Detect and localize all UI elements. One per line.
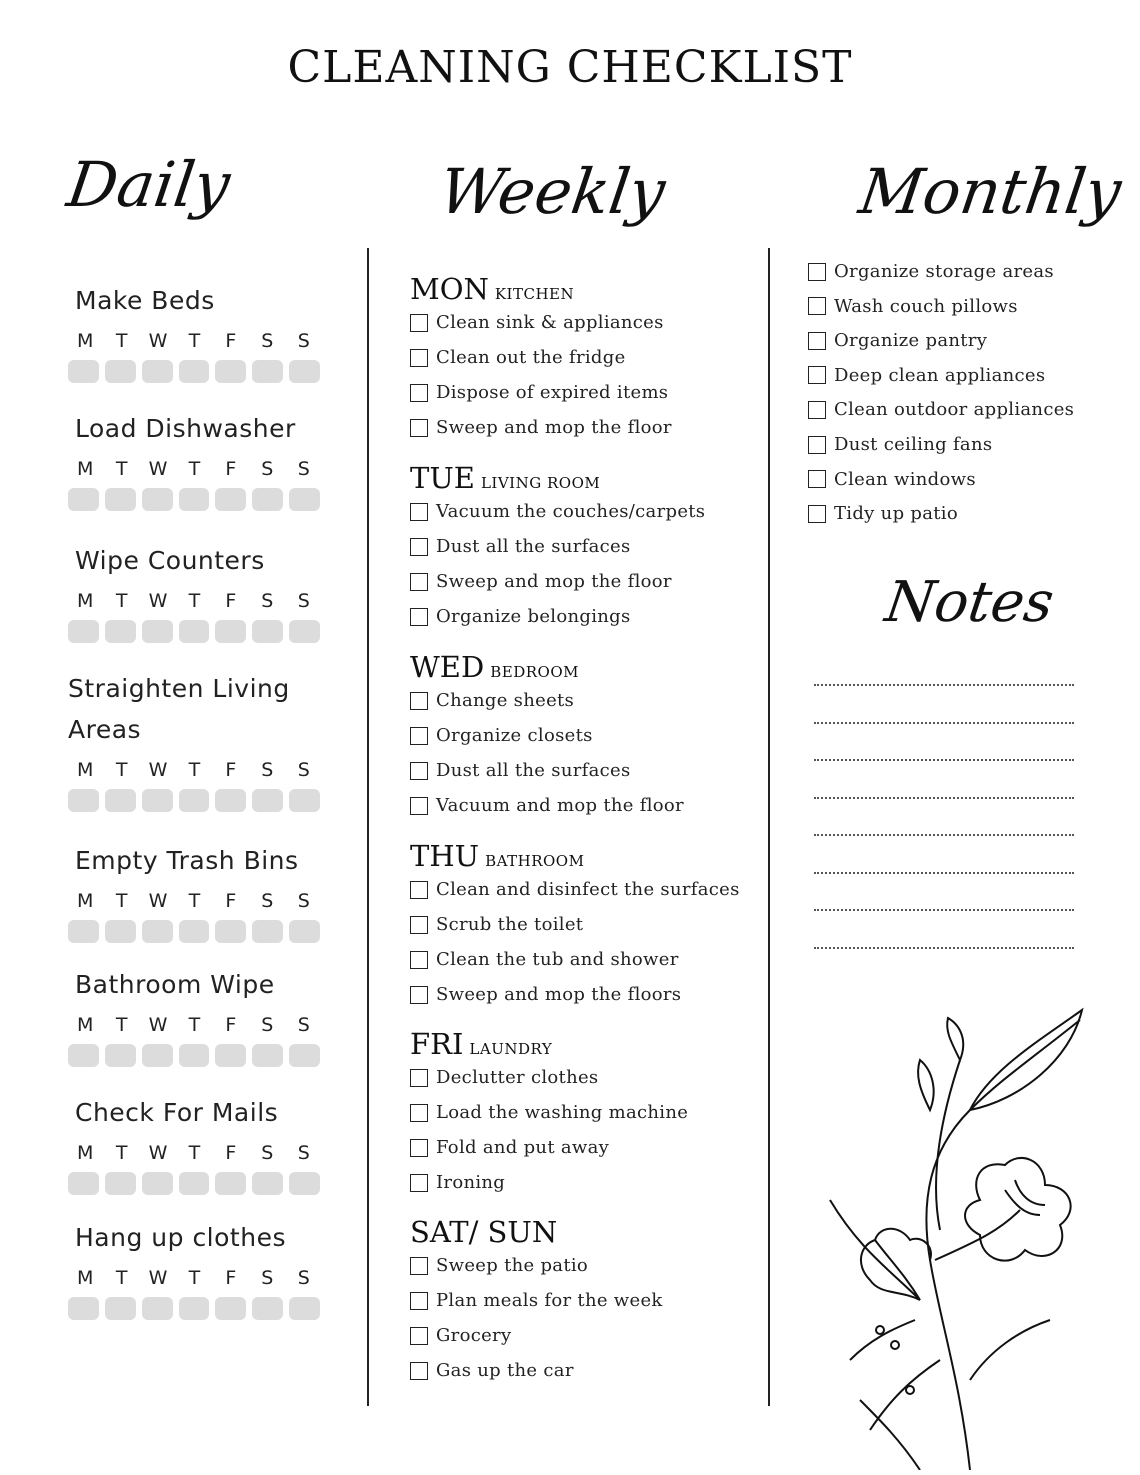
checklist-item: [410, 536, 630, 557]
day-check-box[interactable]: [105, 789, 136, 812]
weekday-letter: S: [297, 590, 310, 612]
column-divider-right: [768, 248, 770, 1406]
weekday-checkboxes: [68, 1044, 326, 1067]
notes-line[interactable]: [814, 872, 1074, 874]
task-label: Change sheets: [436, 690, 575, 711]
daily-task-label: Wipe Counters: [75, 546, 265, 575]
checklist-item: [808, 399, 1074, 420]
checkbox[interactable]: [808, 505, 826, 523]
task-label: Dispose of expired items: [436, 382, 669, 403]
day-check-box[interactable]: [142, 1297, 173, 1320]
task-label: Fold and put away: [436, 1137, 610, 1158]
day-check-box[interactable]: [289, 789, 320, 812]
day-check-box[interactable]: [68, 1044, 99, 1067]
checkbox[interactable]: [808, 470, 826, 488]
checkbox[interactable]: [410, 1139, 428, 1157]
daily-heading: Daily: [62, 148, 235, 221]
checkbox[interactable]: [410, 573, 428, 591]
checkbox[interactable]: [808, 297, 826, 315]
day-check-box[interactable]: [252, 789, 283, 812]
day-check-box[interactable]: [215, 789, 246, 812]
task-label: Wash couch pillows: [834, 295, 1018, 317]
weekday-letter: T: [188, 330, 201, 352]
weekday-letters: [67, 1267, 322, 1289]
daily-task-label: Hang up clothes: [75, 1223, 286, 1252]
weekday-checkboxes: [68, 920, 326, 943]
weekday-letter: T: [115, 890, 128, 912]
weekday-letter: S: [261, 458, 274, 480]
checklist-item: [808, 261, 1054, 282]
day-check-box[interactable]: [68, 1172, 99, 1195]
checkbox[interactable]: [410, 1104, 428, 1122]
checklist-item: [410, 760, 630, 781]
weekday-letter: T: [188, 890, 201, 912]
weekday-letter: M: [77, 1014, 94, 1036]
checkbox[interactable]: [410, 608, 428, 626]
day-check-box[interactable]: [252, 920, 283, 943]
checklist-item: [410, 501, 705, 522]
daily-task-label: Empty Trash Bins: [75, 846, 299, 875]
daily-task-label: Load Dishwasher: [75, 414, 296, 443]
checkbox[interactable]: [808, 401, 826, 419]
weekday-letter: W: [148, 1267, 168, 1289]
weekday-letter: F: [225, 1267, 237, 1289]
notes-line[interactable]: [814, 947, 1074, 949]
day-check-box[interactable]: [179, 1172, 210, 1195]
weekday-letter: F: [225, 330, 237, 352]
weekday-name: FRI: [410, 1027, 464, 1061]
day-check-box[interactable]: [215, 1172, 246, 1195]
checklist-item: [410, 1172, 505, 1193]
weekday-letters: [67, 330, 322, 352]
day-check-box[interactable]: [105, 620, 136, 643]
task-label: Load the washing machine: [436, 1102, 689, 1123]
day-check-box[interactable]: [289, 1172, 320, 1195]
task-label: Dust all the surfaces: [436, 536, 631, 557]
task-label: Clean windows: [834, 468, 976, 490]
day-check-box[interactable]: [68, 1297, 99, 1320]
checklist-item: [410, 984, 681, 1005]
day-check-box[interactable]: [142, 1172, 173, 1195]
weekday-letter: W: [148, 458, 168, 480]
weekday-letter: S: [261, 330, 274, 352]
task-label: Deep clean appliances: [834, 364, 1046, 386]
weekday-letter: W: [148, 330, 168, 352]
task-label: Organize storage areas: [834, 261, 1054, 282]
weekday-letter: S: [261, 890, 274, 912]
day-check-box[interactable]: [179, 620, 210, 643]
weekday-letter: T: [115, 1142, 128, 1164]
task-label: Dust all the surfaces: [436, 760, 631, 781]
checkbox[interactable]: [410, 349, 428, 367]
checklist-item: [410, 1325, 511, 1346]
day-check-box[interactable]: [289, 1297, 320, 1320]
page-title: CLEANING CHECKLIST: [287, 42, 853, 93]
day-check-box[interactable]: [289, 488, 320, 511]
weekday-letter: W: [148, 1142, 168, 1164]
checklist-item: [808, 503, 958, 524]
checklist-item: [410, 606, 631, 627]
weekday-letter: T: [188, 590, 201, 612]
weekday-checkboxes: [68, 360, 326, 383]
task-label: Clean the tub and shower: [436, 949, 679, 970]
day-check-box[interactable]: [68, 789, 99, 812]
room-name: LAUNDRY: [469, 1040, 553, 1058]
weekday-letter: S: [297, 890, 310, 912]
checkbox[interactable]: [410, 1174, 428, 1192]
monthly-heading: Monthly: [854, 155, 1126, 228]
weekday-heading: [410, 1027, 552, 1061]
checklist-item: [808, 434, 992, 455]
day-check-box[interactable]: [142, 488, 173, 511]
day-check-box[interactable]: [252, 1172, 283, 1195]
checkbox[interactable]: [410, 503, 428, 521]
daily-task-label: Straighten Living: [68, 674, 290, 703]
day-check-box[interactable]: [252, 1044, 283, 1067]
weekday-letter: T: [115, 330, 128, 352]
task-label: Scrub the toilet: [436, 914, 584, 935]
weekday-letter: T: [188, 759, 201, 781]
weekday-letter: M: [77, 458, 94, 480]
day-check-box[interactable]: [105, 488, 136, 511]
day-check-box[interactable]: [252, 488, 283, 511]
weekday-letter: M: [77, 590, 94, 612]
checkbox[interactable]: [808, 436, 826, 454]
checkbox[interactable]: [410, 1257, 428, 1275]
column-divider-left: [367, 248, 369, 1406]
notes-line[interactable]: [814, 684, 1074, 686]
checkbox[interactable]: [410, 951, 428, 969]
weekday-name: TUE: [410, 461, 475, 495]
day-check-box[interactable]: [105, 1044, 136, 1067]
weekday-letter: S: [261, 590, 274, 612]
weekday-name: SAT/ SUN: [410, 1215, 558, 1249]
weekday-letter: T: [115, 1014, 128, 1036]
day-check-box[interactable]: [105, 1297, 136, 1320]
day-check-box[interactable]: [105, 920, 136, 943]
weekday-letter: M: [77, 759, 94, 781]
notes-heading: Notes: [881, 570, 1058, 635]
day-check-box[interactable]: [179, 789, 210, 812]
weekly-heading: Weekly: [434, 155, 670, 228]
checklist-item: [410, 1290, 663, 1311]
day-check-box[interactable]: [215, 1044, 246, 1067]
weekday-letter: S: [297, 1142, 310, 1164]
checkbox[interactable]: [410, 692, 428, 710]
checklist-item: [410, 382, 668, 403]
weekday-letter: T: [188, 1267, 201, 1289]
checkbox[interactable]: [410, 314, 428, 332]
day-check-box[interactable]: [252, 1297, 283, 1320]
weekday-heading: [410, 650, 579, 684]
weekday-name: MON: [410, 272, 489, 306]
weekday-letter: M: [77, 1142, 94, 1164]
checkbox[interactable]: [410, 1292, 428, 1310]
task-label: Clean out the fridge: [436, 347, 626, 368]
checkbox[interactable]: [410, 986, 428, 1004]
weekday-letters: [67, 1014, 322, 1036]
day-check-box[interactable]: [179, 360, 210, 383]
task-label: Sweep the patio: [436, 1255, 589, 1276]
weekday-letter: T: [115, 1267, 128, 1289]
checklist-item: [410, 571, 672, 592]
task-label: Organize belongings: [436, 606, 631, 627]
task-label: Ironing: [436, 1172, 506, 1193]
checkbox[interactable]: [808, 366, 826, 384]
checkbox[interactable]: [410, 1327, 428, 1345]
task-label: Dust ceiling fans: [834, 434, 993, 455]
weekday-letter: S: [297, 330, 310, 352]
checkbox[interactable]: [410, 727, 428, 745]
checklist-item: [410, 879, 740, 900]
task-label: Clean outdoor appliances: [834, 399, 1075, 421]
day-check-box[interactable]: [289, 620, 320, 643]
weekday-checkboxes: [68, 488, 326, 511]
weekday-letter: W: [148, 890, 168, 912]
day-check-box[interactable]: [215, 360, 246, 383]
weekday-letter: T: [115, 590, 128, 612]
daily-task-label: Check For Mails: [75, 1098, 279, 1127]
notes-line[interactable]: [814, 909, 1074, 911]
weekday-letter: S: [297, 458, 310, 480]
day-check-box[interactable]: [289, 1044, 320, 1067]
day-check-box[interactable]: [142, 620, 173, 643]
checkbox[interactable]: [410, 1069, 428, 1087]
checklist-item: [808, 365, 1045, 386]
weekday-letter: W: [148, 590, 168, 612]
checklist-item: [410, 690, 574, 711]
checkbox[interactable]: [410, 797, 428, 815]
task-label: Organize closets: [436, 725, 593, 746]
day-check-box[interactable]: [215, 1297, 246, 1320]
weekday-letter: F: [225, 759, 237, 781]
room-name: BEDROOM: [490, 663, 579, 681]
room-name: LIVING ROOM: [480, 474, 601, 492]
task-label: Sweep and mop the floors: [436, 984, 682, 1005]
daily-task-label: Make Beds: [75, 286, 215, 315]
day-check-box[interactable]: [215, 920, 246, 943]
weekday-letter: W: [148, 1014, 168, 1036]
weekday-heading: [410, 1215, 557, 1249]
notes-line[interactable]: [814, 759, 1074, 761]
day-check-box[interactable]: [215, 488, 246, 511]
task-label: Grocery: [436, 1325, 512, 1346]
checklist-item: [410, 725, 593, 746]
weekday-letter: T: [188, 1014, 201, 1036]
checkbox[interactable]: [410, 1362, 428, 1380]
checkbox[interactable]: [410, 538, 428, 556]
day-check-box[interactable]: [215, 620, 246, 643]
weekday-letters: [67, 890, 322, 912]
day-check-box[interactable]: [252, 620, 283, 643]
checklist-item: [410, 1102, 688, 1123]
weekday-letter: S: [261, 1267, 274, 1289]
weekday-letters: [67, 458, 322, 480]
weekday-letter: F: [225, 1142, 237, 1164]
task-label: Sweep and mop the floor: [436, 571, 672, 592]
room-name: BATHROOM: [485, 852, 585, 870]
daily-task-label: Bathroom Wipe: [75, 970, 275, 999]
checklist-item: [808, 330, 987, 351]
weekday-letter: T: [115, 759, 128, 781]
task-label: Declutter clothes: [436, 1067, 599, 1088]
day-check-box[interactable]: [68, 488, 99, 511]
notes-line[interactable]: [814, 797, 1074, 799]
day-check-box[interactable]: [105, 360, 136, 383]
day-check-box[interactable]: [68, 920, 99, 943]
day-check-box[interactable]: [142, 360, 173, 383]
weekday-letter: S: [261, 1142, 274, 1164]
weekday-letter: S: [297, 1014, 310, 1036]
checklist-item: [808, 469, 976, 490]
weekday-letters: [67, 1142, 322, 1164]
weekday-letter: S: [297, 759, 310, 781]
flower-illustration-icon: [820, 1000, 1100, 1470]
checkbox[interactable]: [410, 916, 428, 934]
weekday-letter: T: [188, 458, 201, 480]
checkbox[interactable]: [410, 881, 428, 899]
day-check-box[interactable]: [142, 1044, 173, 1067]
day-check-box[interactable]: [179, 1297, 210, 1320]
day-check-box[interactable]: [289, 360, 320, 383]
task-label: Vacuum and mop the floor: [436, 795, 684, 816]
weekday-name: THU: [410, 839, 480, 873]
checkbox[interactable]: [808, 263, 826, 281]
weekday-letters: [67, 590, 322, 612]
checklist-item: [410, 1137, 609, 1158]
weekday-letter: F: [225, 890, 237, 912]
checklist-item: [808, 296, 1018, 317]
daily-task-label: Areas: [68, 715, 142, 744]
task-label: Clean and disinfect the surfaces: [436, 879, 740, 900]
day-check-box[interactable]: [252, 360, 283, 383]
checklist-item: [410, 417, 672, 438]
checklist-item: [410, 1360, 574, 1381]
weekday-checkboxes: [68, 1172, 326, 1195]
checkbox[interactable]: [808, 332, 826, 350]
checklist-item: [410, 1067, 598, 1088]
weekday-letter: F: [225, 1014, 237, 1036]
checkbox[interactable]: [410, 762, 428, 780]
day-check-box[interactable]: [105, 1172, 136, 1195]
task-label: Tidy up patio: [834, 503, 958, 525]
weekday-heading: [410, 272, 574, 306]
weekday-letter: M: [77, 890, 94, 912]
notes-line[interactable]: [814, 834, 1074, 836]
weekday-letter: M: [77, 1267, 94, 1289]
weekday-letter: S: [297, 1267, 310, 1289]
task-label: Organize pantry: [834, 330, 988, 352]
weekday-checkboxes: [68, 620, 326, 643]
day-check-box[interactable]: [289, 920, 320, 943]
checkbox[interactable]: [410, 419, 428, 437]
weekday-heading: [410, 839, 584, 873]
checklist-item: [410, 914, 583, 935]
day-check-box[interactable]: [68, 360, 99, 383]
checkbox[interactable]: [410, 384, 428, 402]
task-label: Plan meals for the week: [436, 1290, 663, 1311]
day-check-box[interactable]: [142, 789, 173, 812]
checklist-item: [410, 312, 664, 333]
checklist-item: [410, 949, 679, 970]
day-check-box[interactable]: [179, 920, 210, 943]
checklist-item: [410, 795, 684, 816]
weekday-letter: F: [225, 590, 237, 612]
weekday-letter: F: [225, 458, 237, 480]
weekday-letter: M: [77, 330, 94, 352]
weekday-letter: T: [115, 458, 128, 480]
day-check-box[interactable]: [179, 488, 210, 511]
weekday-letters: [67, 759, 322, 781]
task-label: Sweep and mop the floor: [436, 417, 672, 438]
weekday-checkboxes: [68, 1297, 326, 1320]
task-label: Vacuum the couches/carpets: [436, 501, 706, 522]
weekday-name: WED: [410, 650, 485, 684]
day-check-box[interactable]: [142, 920, 173, 943]
checklist-item: [410, 347, 626, 368]
weekday-letter: W: [148, 759, 168, 781]
notes-line[interactable]: [814, 722, 1074, 724]
task-label: Gas up the car: [436, 1360, 574, 1381]
room-name: KITCHEN: [494, 285, 575, 303]
task-label: Clean sink & appliances: [436, 312, 664, 333]
day-check-box[interactable]: [68, 620, 99, 643]
weekday-checkboxes: [68, 789, 326, 812]
weekday-letter: S: [261, 759, 274, 781]
weekday-heading: [410, 461, 600, 495]
day-check-box[interactable]: [179, 1044, 210, 1067]
weekday-letter: T: [188, 1142, 201, 1164]
weekday-letter: S: [261, 1014, 274, 1036]
checklist-item: [410, 1255, 588, 1276]
